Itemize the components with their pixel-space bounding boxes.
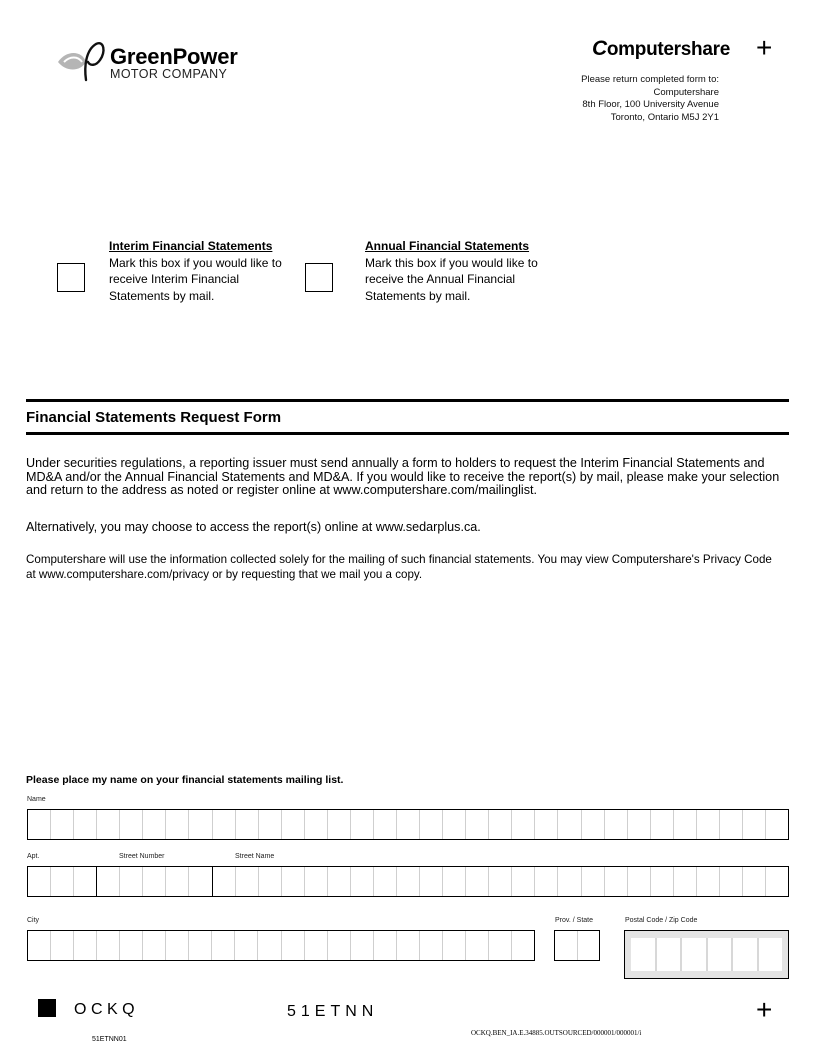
character-cell — [766, 810, 788, 839]
character-cell — [212, 931, 235, 960]
character-cell — [558, 867, 581, 896]
footer-form-id: 51ETNN01 — [92, 1036, 127, 1043]
footer-code-mid: 51ETNN — [287, 1003, 379, 1020]
character-cell — [189, 931, 212, 960]
character-cell — [305, 931, 328, 960]
title-rule-bottom — [26, 432, 789, 435]
street-number-label: Street Number — [119, 853, 165, 860]
name-label: Name — [27, 796, 46, 803]
character-cell — [720, 810, 743, 839]
postal-cell — [682, 938, 708, 971]
character-cell — [443, 867, 466, 896]
character-cell — [236, 810, 259, 839]
interim-option-title: Interim Financial Statements — [109, 239, 273, 253]
character-cell — [28, 867, 51, 896]
character-cell — [28, 810, 51, 839]
character-cell — [258, 931, 281, 960]
character-cell — [305, 810, 328, 839]
character-cell — [282, 867, 305, 896]
return-line: Please return completed form to: — [581, 74, 719, 85]
character-cell — [328, 931, 351, 960]
character-cell — [28, 931, 51, 960]
mailing-list-heading: Please place my name on your financial statements mailing list. — [26, 774, 344, 786]
character-cell — [420, 931, 443, 960]
character-cell — [97, 931, 120, 960]
name-field[interactable] — [27, 809, 789, 840]
prov-state-label: Prov. / State — [555, 917, 593, 924]
character-cell — [259, 867, 282, 896]
character-cell — [305, 867, 328, 896]
character-cell — [166, 931, 189, 960]
postal-code-label: Postal Code / Zip Code — [625, 917, 698, 924]
character-cell — [74, 867, 97, 896]
character-cell — [535, 867, 558, 896]
character-cell — [166, 810, 189, 839]
return-address — [581, 74, 719, 124]
character-cell — [555, 931, 578, 960]
online-access-paragraph: Alternatively, you may choose to access the report(s) online at www.sedarplus.ca. — [26, 520, 481, 534]
character-cell — [282, 931, 305, 960]
computershare-logo — [592, 38, 730, 59]
character-cell — [397, 867, 420, 896]
address-field[interactable] — [27, 866, 789, 897]
character-cell — [97, 867, 120, 896]
character-cell — [512, 810, 535, 839]
city-field[interactable] — [27, 930, 535, 961]
character-cell — [143, 931, 166, 960]
character-cell — [397, 810, 420, 839]
character-cell — [674, 867, 697, 896]
character-cell — [443, 931, 466, 960]
character-cell — [420, 810, 443, 839]
computershare-logo-c: C — [592, 37, 607, 60]
character-cell — [351, 931, 374, 960]
character-cell — [51, 867, 74, 896]
character-cell — [535, 810, 558, 839]
character-cell — [466, 810, 489, 839]
footer-reference: OCKQ.BEN_IA.E.34885.OUTSOURCED/000001/000001/i — [471, 1029, 642, 1037]
return-line: 8th Floor, 100 University Avenue — [582, 99, 719, 110]
character-cell — [74, 931, 97, 960]
annual-option — [365, 238, 555, 304]
character-cell — [374, 931, 397, 960]
character-cell — [512, 931, 534, 960]
character-cell — [651, 867, 674, 896]
character-cell — [120, 867, 143, 896]
annual-option-title: Annual Financial Statements — [365, 239, 530, 253]
character-cell — [397, 931, 420, 960]
character-cell — [235, 931, 258, 960]
character-cell — [605, 810, 628, 839]
apt-label: Apt. — [27, 853, 40, 860]
character-cell — [582, 810, 605, 839]
character-cell — [558, 810, 581, 839]
character-cell — [236, 867, 259, 896]
character-cell — [697, 810, 720, 839]
character-cell — [512, 867, 535, 896]
character-cell — [351, 810, 374, 839]
postal-cell — [759, 938, 783, 971]
character-cell — [578, 931, 600, 960]
character-cell — [282, 810, 305, 839]
character-cell — [213, 867, 236, 896]
character-cell — [120, 931, 143, 960]
annual-option-text: Mark this box if you would like to receive the Annual Financial Statements by mail. — [365, 255, 538, 303]
character-cell — [489, 931, 512, 960]
character-cell — [628, 867, 651, 896]
character-cell — [374, 867, 397, 896]
character-cell — [259, 810, 282, 839]
character-cell — [466, 931, 489, 960]
annual-statements-checkbox[interactable] — [305, 263, 333, 292]
character-cell — [328, 867, 351, 896]
character-cell — [720, 867, 743, 896]
character-cell — [189, 810, 212, 839]
return-line: Toronto, Ontario M5J 2Y1 — [610, 111, 719, 123]
character-cell — [351, 867, 374, 896]
character-cell — [443, 810, 466, 839]
character-cell — [466, 867, 489, 896]
interim-statements-checkbox[interactable] — [57, 263, 85, 292]
character-cell — [582, 867, 605, 896]
character-cell — [651, 810, 674, 839]
character-cell — [143, 810, 166, 839]
prov-state-field[interactable] — [554, 930, 600, 961]
computershare-logo-text: omputershare — [606, 39, 730, 60]
character-cell — [743, 867, 766, 896]
character-cell — [489, 867, 512, 896]
character-cell — [120, 810, 143, 839]
character-cell — [166, 867, 189, 896]
character-cell — [328, 810, 351, 839]
privacy-paragraph: Computershare will use the information collected solely for the mailing of such financial statements. You may view Computershare's Privacy Code at www.computershare.com/privacy or by requesting that we mail you a copy. — [26, 553, 772, 581]
postal-cell — [708, 938, 734, 971]
character-cell — [189, 867, 212, 896]
interim-option-text: Mark this box if you would like to receive Interim Financial Statements by mail. — [109, 255, 282, 303]
character-cell — [489, 810, 512, 839]
character-cell — [628, 810, 651, 839]
postal-cell — [733, 938, 759, 971]
character-cell — [74, 810, 97, 839]
character-cell — [674, 810, 697, 839]
footer-marker-square — [38, 999, 56, 1017]
character-cell — [420, 867, 443, 896]
city-label: City — [27, 917, 40, 924]
character-cell — [51, 931, 74, 960]
registration-mark-icon: + — [756, 32, 773, 63]
character-cell — [605, 867, 628, 896]
return-line: Computershare — [653, 86, 719, 98]
character-cell — [743, 810, 766, 839]
character-cell — [97, 810, 120, 839]
footer-code-left: OCKQ — [74, 1001, 140, 1018]
character-cell — [51, 810, 74, 839]
registration-mark-icon: + — [756, 994, 773, 1025]
brand-name: GreenPower — [110, 44, 238, 69]
brand-subtitle: MOTOR COMPANY — [110, 67, 228, 81]
greenpower-leaf-logo-icon — [56, 40, 106, 82]
postal-cell — [657, 938, 683, 971]
character-cell — [374, 810, 397, 839]
character-cell — [213, 810, 236, 839]
interim-option — [109, 238, 299, 304]
postal-code-field[interactable] — [624, 930, 789, 979]
form-title: Financial Statements Request Form — [26, 409, 282, 426]
character-cell — [766, 867, 788, 896]
postal-cell — [631, 938, 657, 971]
character-cell — [697, 867, 720, 896]
character-cell — [143, 867, 166, 896]
street-name-label: Street Name — [235, 853, 275, 860]
regulation-paragraph: Under securities regulations, a reporting issuer must send annually a form to holders to request the Interim Financial Statements and MD&A and/or the Annual Financial Statements and MD&A. If you would like to receive the report(s) by mail, please make your selection and return to the address as noted or register online at www.computershare.com/mailinglist. — [26, 456, 780, 497]
title-rule-top — [26, 399, 789, 402]
